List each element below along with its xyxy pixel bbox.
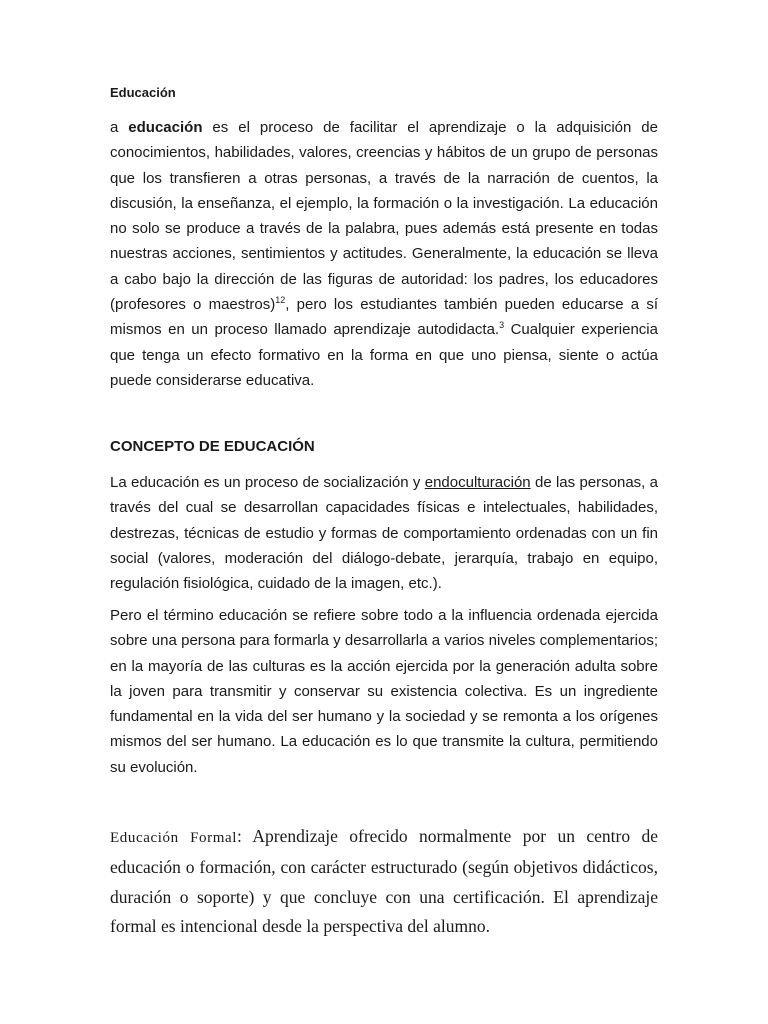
educacion-formal-text: Aprendizaje ofrecido normalmente por un centro de educación o formación, con carácter estructurado (según objetivos didácticos, duración o soporte) y que concluye con una certificación. El aprendizaje formal es intencional desde la perspectiva del alumno. [110,826,659,936]
document-small-title: Educación [110,85,176,100]
paragraph-termino: Pero el término educación se refiere sobre todo a la influencia ordenada ejercida sobre una persona para formarla y desarrollarla a varios niveles complementarios; en la mayoría de las culturas es la acción ejercida por la generación adulta sobre la joven para transmitir y conservar su existencia colectiva. Es un ingrediente fundamental en la vida del ser humano y la sociedad y se remonta a los orígenes mismos del ser humano. La educación es lo que transmite la cultura, permitiendo su evolución. [110,607,658,776]
intro-after-sup: , pero los estudiantes también pueden educarse a sí mismos en un proceso llamado aprendizaje autodidacta. [110,296,658,339]
endoculturacion-link[interactable]: endoculturación [424,474,531,491]
paragraph-concepto [110,470,658,596]
intro-end: Cualquier experiencia que tenga un efecto formativo en la forma en que uno piensa, siente o actúa puede considerarse educativa. [110,321,658,389]
footnote-ref-3[interactable]: 3 [499,320,505,331]
educacion-formal-colon: : [237,826,242,846]
concepto-start: La educación es un proceso de socialización y [110,474,425,491]
intro-mid: es el proceso de facilitar el aprendizaje o la adquisición de conocimientos, habilidades, valores, creencias y hábitos de un grupo de personas que los transfieren a otras personas, a través de la narración de cuentos, la discusión, la enseñanza, el ejemplo, la formación o la investigación. La educación no solo se produce a través de la palabra, pues además está presente en todas nuestras acciones, sentimientos y actitudes. Generalmente, la educación se lleva a cabo bajo la dirección de las figuras de autoridad: los padres, los educadores (profesores o maestros) [110,119,658,314]
paragraph-educacion-formal [110,822,658,941]
concepto-end: de las personas, a través del cual se desarrollan capacidades físicas e intelectuales, habilidades, destrezas, técnicas de estudio y formas de comportamiento ordenadas con un fin social (valores, moderación del diálogo-debate, jerarquía, trabajo en equipo, regulación fisiológica, cuidado de la imagen, etc.). [110,474,659,593]
footnote-ref-12[interactable]: 12 [275,295,286,306]
section-heading-concepto: CONCEPTO DE EDUCACIÓN [110,438,315,455]
intro-bold-term: educación [128,119,203,136]
intro-start: a [110,119,129,136]
paragraph-intro [110,115,658,393]
educacion-formal-title: Educación Formal [110,830,238,846]
